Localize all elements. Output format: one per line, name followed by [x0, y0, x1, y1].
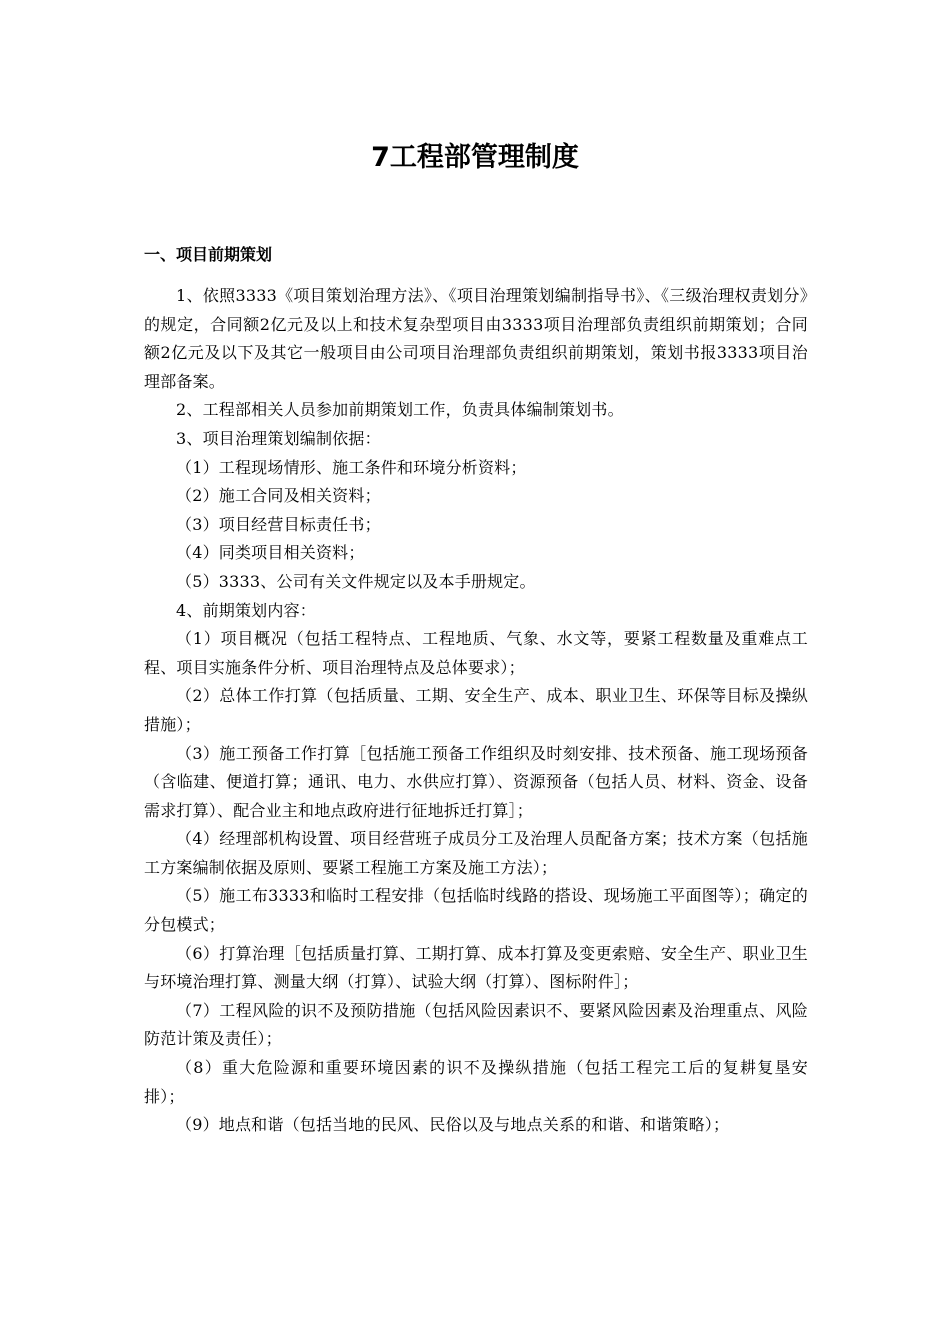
paragraph-4-3: （3）施工预备工作打算［包括施工预备工作组织及时刻安排、技术预备、施工现场预备（含临建、便道打算；通讯、电力、水供应打算）、资源预备（包括人员、材料、资金、设备需求打算）、配合业主和地点政府进行征地拆迁打算］；	[144, 743, 808, 820]
paragraph-4-6: （6）打算治理［包括质量打算、工期打算、成本打算及变更索赔、安全生产、职业卫生与环境治理打算、测量大纲（打算）、试验大纲（打算）、图标附件］；	[144, 943, 808, 992]
paragraph-3-5: （5）3333、公司有关文件规定以及本手册规定。	[176, 571, 536, 591]
section-heading: 一、项目前期策划	[144, 245, 273, 264]
paragraph-2: 2、工程部相关人员参加前期策划工作，负责具体编制策划书。	[176, 400, 624, 420]
paragraph-3-1: （1）工程现场情形、施工条件和环境分析资料；	[176, 457, 527, 477]
paragraph-4: 4、前期策划内容：	[176, 600, 316, 620]
paragraph-4-2: （2）总体工作打算（包括质量、工期、安全生产、成本、职业卫生、环保等目标及操纵措施）；	[144, 686, 808, 734]
paragraph-4-7: （7）工程风险的识不及预防措施（包括风险因素识不、要紧风险因素及治理重点、风险防范计策及责任）；	[144, 1000, 808, 1049]
paragraph-3-4: （4）同类项目相关资料；	[176, 543, 365, 563]
paragraph-4-1: （1）项目概况（包括工程特点、工程地质、气象、水文等，要紧工程数量及重难点工程、项目实施条件分析、项目治理特点及总体要求）；	[144, 629, 808, 677]
paragraph-4-9: （9）地点和谐（包括当地的民风、民俗以及与地点关系的和谐、和谐策略）；	[176, 1115, 730, 1135]
paragraph-3: 3、项目治理策划编制依据：	[176, 428, 381, 448]
paragraph-3-2: （2）施工合同及相关资料；	[176, 486, 381, 506]
paragraph-1: 1、依照3333《项目策划治理方法》、《项目治理策划编制指导书》、《三级治理权责划分》的规定，合同额2亿元及以上和技术复杂型项目由3333项目治理部负责组织前期策划；合同额2亿元及以下及其它一般项目由公司项目治理部负责组织前期策划，策划书报3333项目治理部备案。	[144, 286, 808, 391]
paragraph-4-4: （4）经理部机构设置、项目经营班子成员分工及治理人员配备方案；技术方案（包括施工方案编制依据及原则、要紧工程施工方案及施工方法）；	[144, 829, 808, 877]
paragraph-3-3: （3）项目经营目标责任书；	[176, 514, 381, 534]
paragraph-4-8: （8）重大危险源和重要环境因素的识不及操纵措施（包括工程完工后的复耕复垦安排）；	[144, 1058, 808, 1106]
body-text	[144, 282, 808, 1140]
document-title: 7工程部管理制度	[371, 142, 579, 173]
paragraph-4-5: （5）施工布3333和临时工程安排（包括临时线路的搭设、现场施工平面图等）；确定的分包模式；	[144, 886, 808, 935]
